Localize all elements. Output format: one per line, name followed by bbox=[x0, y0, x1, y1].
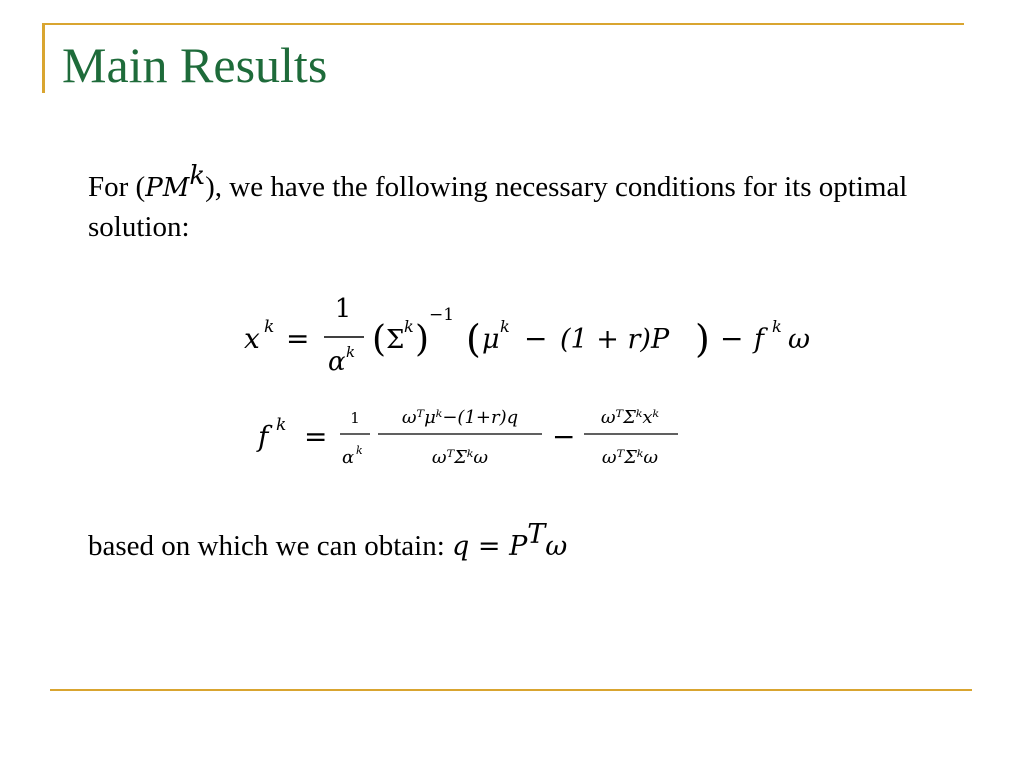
conclusion-math-eq: = bbox=[469, 531, 510, 562]
eq1-one-plus-r: (1 + r)P bbox=[560, 324, 670, 355]
eq1-mu: μ bbox=[482, 324, 500, 355]
eq1-minus2: − bbox=[720, 322, 744, 355]
eq1-equals: = bbox=[286, 322, 310, 355]
intro-text-after: ), we have the following necessary conditions for its optimal solution: bbox=[88, 171, 908, 243]
eq1-alpha-sup: k bbox=[346, 343, 356, 361]
eq2-frac1-alpha: α bbox=[342, 447, 355, 468]
conclusion-paragraph bbox=[88, 519, 568, 566]
eq1-lparen: ( bbox=[372, 319, 387, 360]
eq2-frac1-num: 1 bbox=[350, 409, 360, 427]
frame-left-rule bbox=[42, 23, 45, 93]
eq2-frac3-num: ωᵀΣᵏxᵏ bbox=[600, 407, 660, 428]
eq1-omega: ω bbox=[788, 324, 811, 355]
intro-math-sup: k bbox=[189, 161, 206, 191]
equation-f-k bbox=[254, 396, 694, 476]
eq2-frac1-alpha-sup: k bbox=[356, 444, 363, 457]
eq2-f-sup: k bbox=[276, 415, 287, 435]
eq1-x-sup: k bbox=[264, 317, 275, 337]
eq1-minus: − bbox=[524, 322, 548, 355]
eq2-frac2-den: ωᵀΣᵏω bbox=[431, 447, 489, 468]
conclusion-text: based on which we can obtain: bbox=[88, 530, 453, 562]
eq1-rparen2: ) bbox=[695, 317, 710, 361]
intro-paragraph bbox=[88, 161, 938, 247]
conclusion-math-sup: T bbox=[527, 519, 546, 550]
intro-math-pm: PM bbox=[145, 173, 190, 203]
frame-top-rule bbox=[42, 23, 964, 25]
intro-text-before: For ( bbox=[88, 171, 146, 203]
slide-title: Main Results bbox=[62, 37, 328, 93]
eq2-frac2-num: ωᵀμᵏ−(1+r)q bbox=[401, 407, 519, 428]
eq1-alpha: α bbox=[328, 347, 346, 377]
equation-x-k bbox=[240, 285, 840, 385]
eq1-f: f bbox=[754, 324, 764, 355]
eq2-equals: = bbox=[304, 420, 328, 453]
eq1-lparen2: ( bbox=[466, 317, 481, 361]
conclusion-math-q: q bbox=[452, 531, 470, 562]
eq1-sigma-sup: k bbox=[404, 317, 414, 336]
eq1-sigma: Σ bbox=[386, 325, 405, 355]
frame-bottom-rule bbox=[50, 689, 972, 691]
eq1-frac-num: 1 bbox=[334, 294, 352, 324]
eq1-f-sup: k bbox=[772, 317, 782, 336]
eq2-frac3-den: ωᵀΣᵏω bbox=[601, 447, 659, 468]
eq2-f: f bbox=[258, 420, 269, 453]
conclusion-math-p: P bbox=[509, 531, 528, 562]
eq1-inverse: −1 bbox=[429, 305, 455, 325]
conclusion-math-omega: ω bbox=[545, 531, 568, 562]
eq1-rparen: ) bbox=[415, 319, 430, 360]
eq2-minus: − bbox=[552, 420, 576, 453]
eq1-mu-sup: k bbox=[500, 317, 510, 336]
eq1-x: x bbox=[244, 322, 260, 355]
